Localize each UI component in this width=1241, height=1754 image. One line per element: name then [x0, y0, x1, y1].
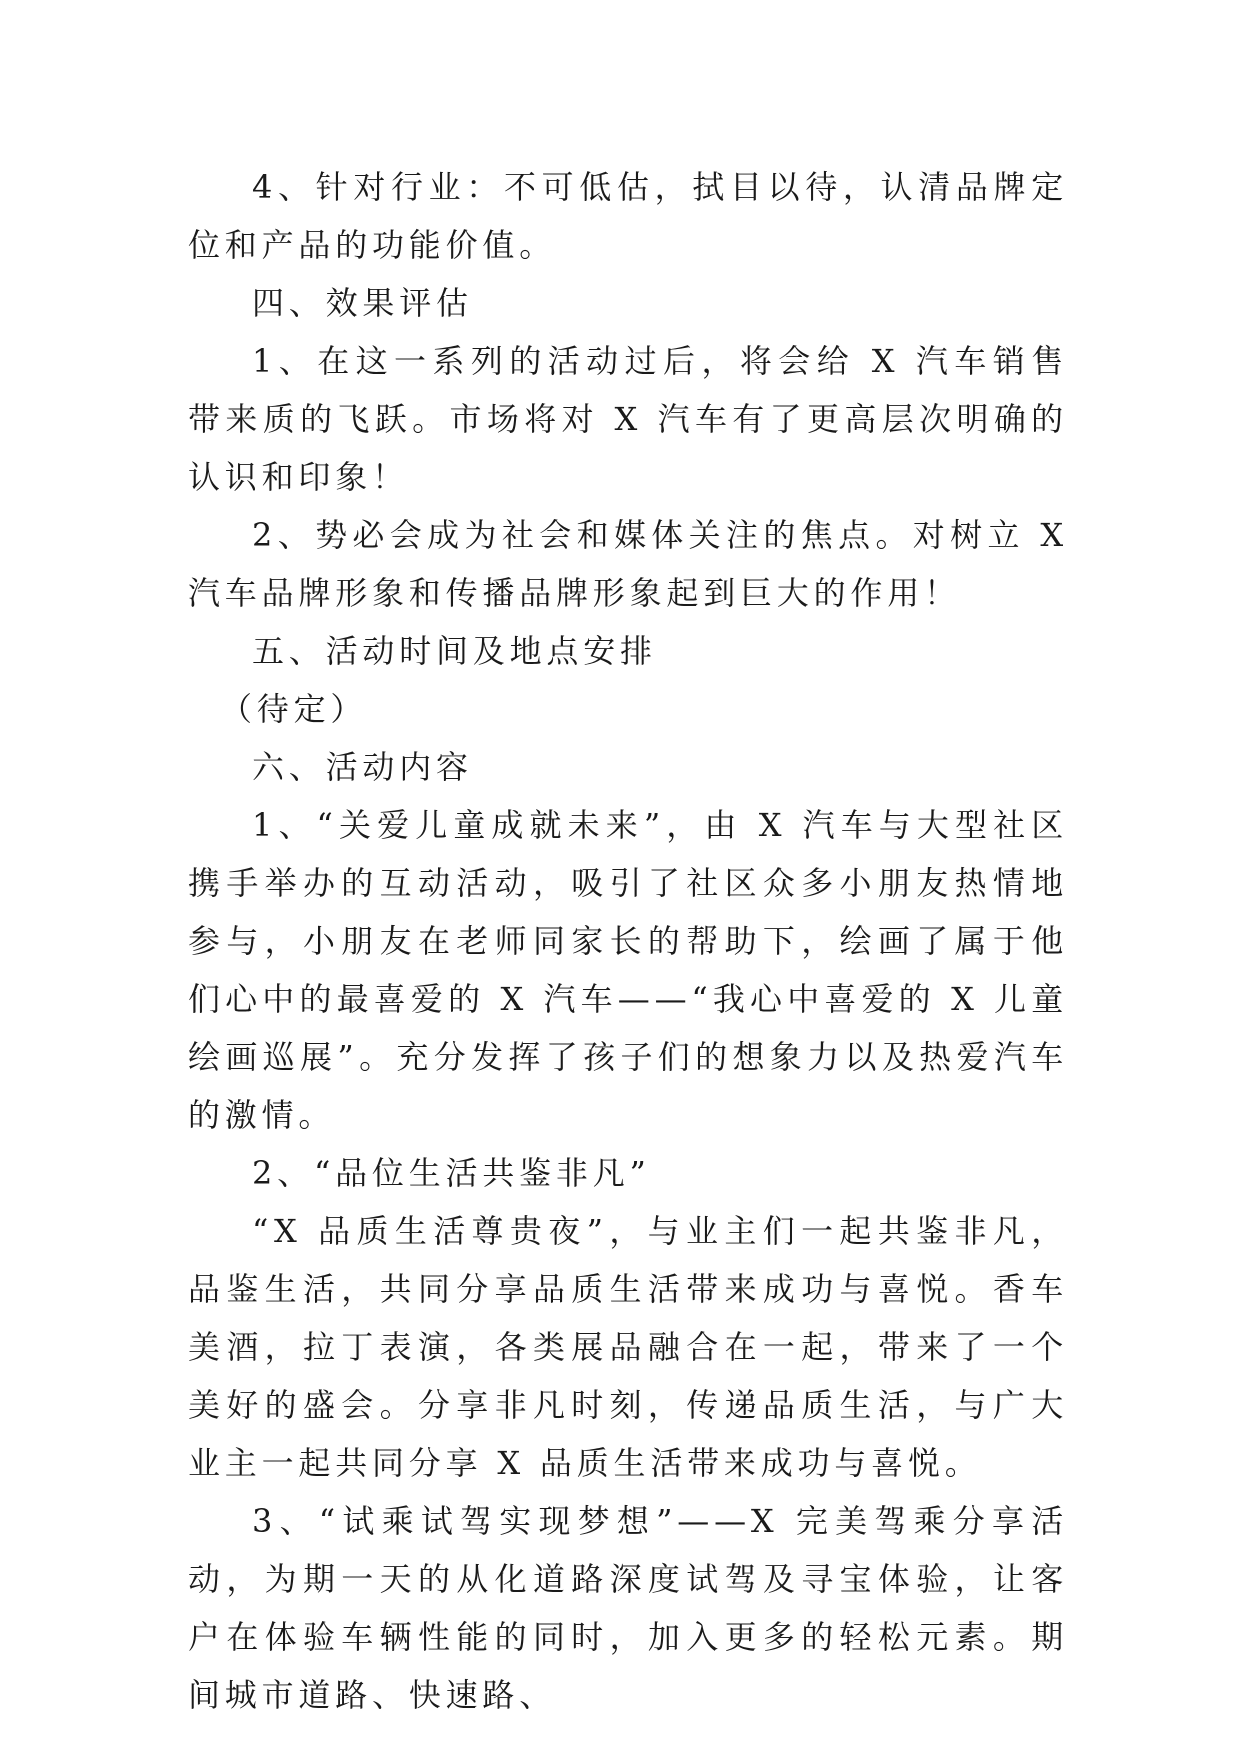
document-body [188, 158, 1068, 1724]
section-heading-effect-evaluation: 四、效果评估 [252, 284, 473, 322]
paragraph-activity-2-title: 2、“品位生活共鉴非凡” [252, 1154, 651, 1192]
paragraph-evaluation-1: 1、在这一系列的活动过后，将会给 X 汽车销售带来质的飞跃。市场将对 X 汽车有了更高层次明确的认识和印象！ [188, 342, 1068, 496]
paragraph-activity-3: 3、“试乘试驾实现梦想”——X 完美驾乘分享活动，为期一天的从化道路深度试驾及寻宝体验，让客户在体验车辆性能的同时，加入更多的轻松元素。期间城市道路、快速路、 [188, 1502, 1068, 1714]
paragraph-industry-strategy: 4、针对行业：不可低估，拭目以待，认清品牌定位和产品的功能价值。 [188, 168, 1068, 264]
section-heading-activity-content: 六、活动内容 [252, 748, 473, 786]
paragraph-tbd: （待定） [220, 690, 368, 728]
paragraph-activity-1: 1、“关爱儿童成就未来”，由 X 汽车与大型社区携手举办的互动活动，吸引了社区众多小朋友热情地参与，小朋友在老师同家长的帮助下，绘画了属于他们心中的最喜爱的 X 汽车——“我心中喜爱的 X 儿童绘画巡展”。充分发挥了孩子们的想象力以及热爱汽车的激情。 [188, 806, 1068, 1134]
paragraph-evaluation-2: 2、势必会成为社会和媒体关注的焦点。对树立 X 汽车品牌形象和传播品牌形象起到巨大的作用！ [188, 516, 1068, 612]
section-heading-time-location: 五、活动时间及地点安排 [252, 632, 657, 670]
paragraph-activity-2-body: “X 品质生活尊贵夜”，与业主们一起共鉴非凡，品鉴生活，共同分享品质生活带来成功与喜悦。香车美酒，拉丁表演，各类展品融合在一起，带来了一个美好的盛会。分享非凡时刻，传递品质生活，与广大业主一起共同分享 X 品质生活带来成功与喜悦。 [188, 1212, 1068, 1482]
